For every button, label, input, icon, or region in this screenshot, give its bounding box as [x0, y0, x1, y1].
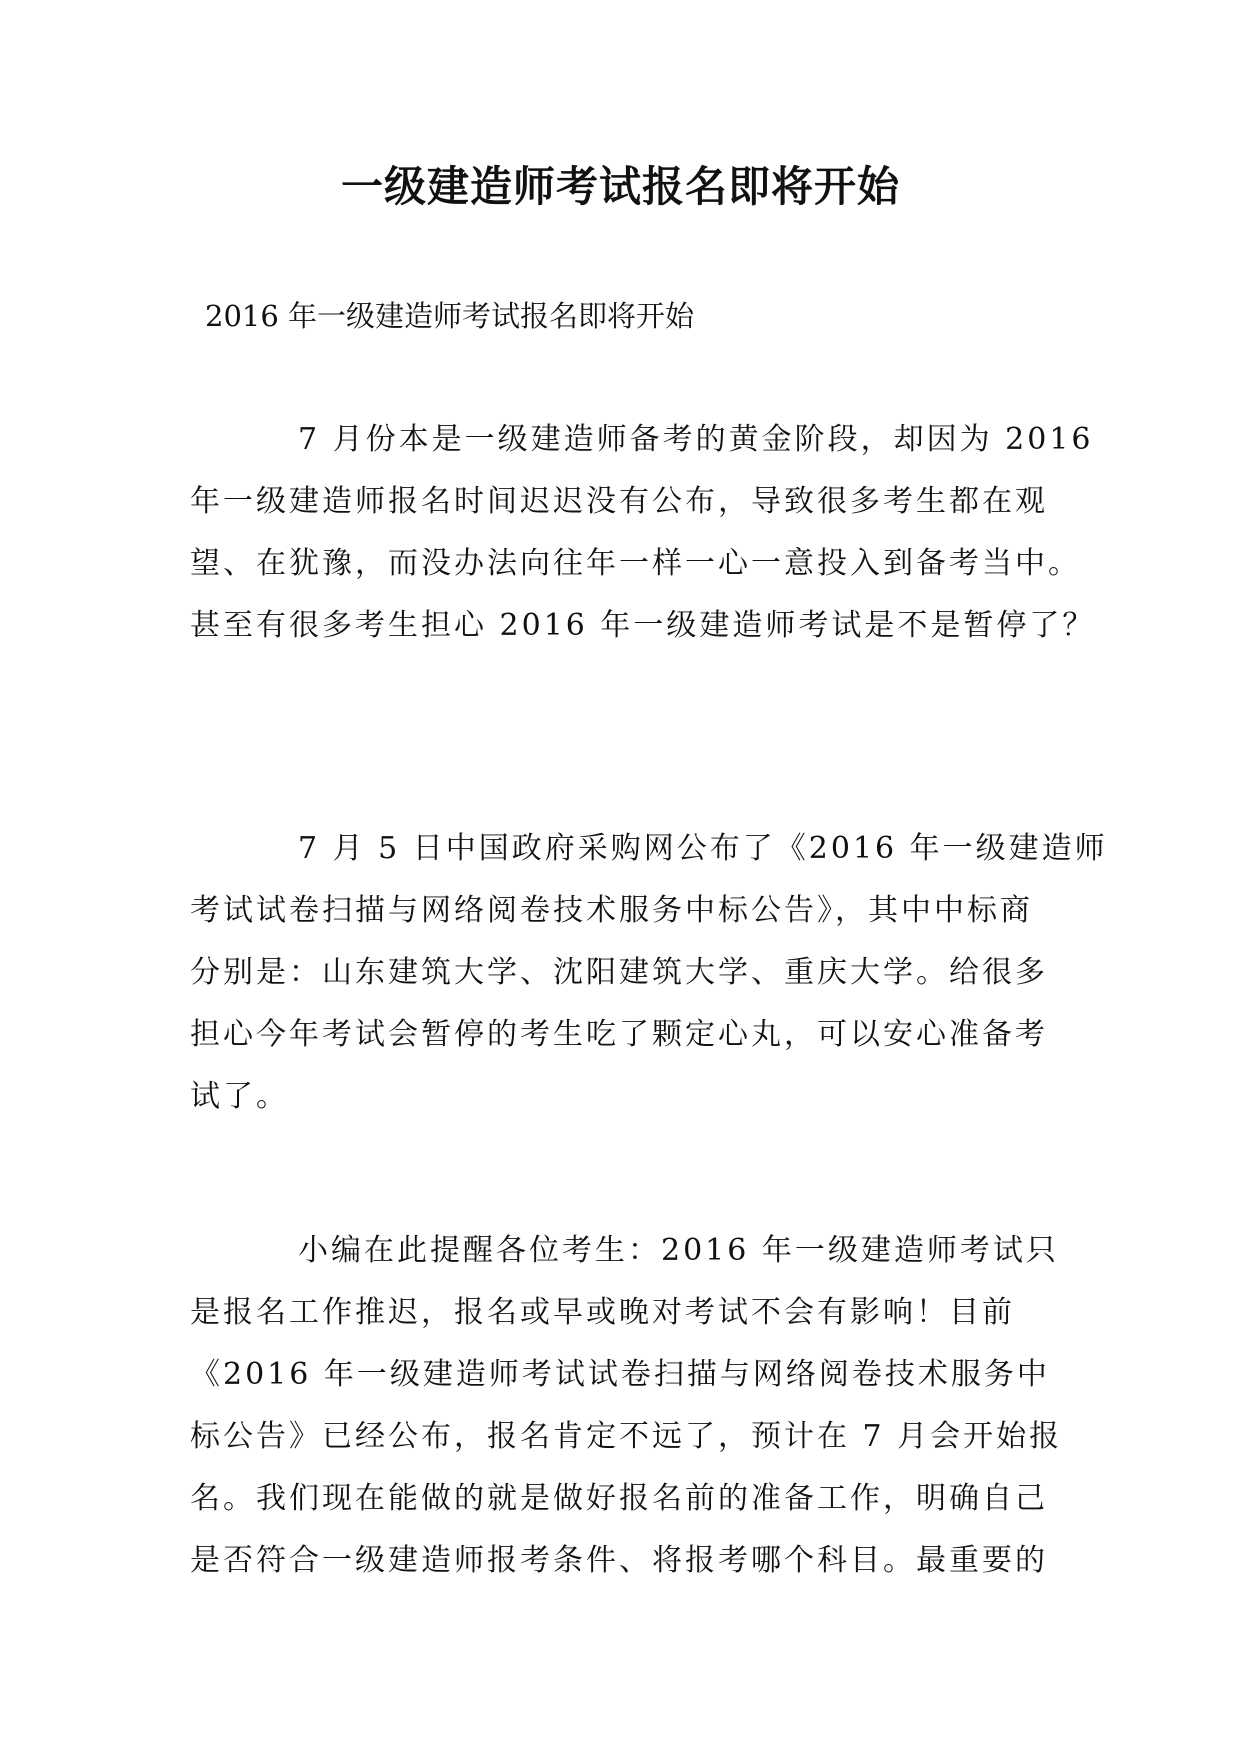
document-title: 一级建造师考试报名即将开始: [340, 162, 900, 211]
paragraph-line: 试了。: [190, 1079, 289, 1114]
paragraph-registration-delay: [190, 409, 1096, 657]
paragraph-line: 望、在犹豫，而没办法向往年一样一心一意投入到备考当中。: [190, 546, 1081, 581]
paragraph-line: 《2016 年一级建造师考试试卷扫描与网络阅卷技术服务中: [190, 1357, 1050, 1392]
paragraph-line: 是报名工作推迟，报名或早或晚对考试不会有影响！目前: [190, 1295, 1015, 1330]
paragraph-line: 担心今年考试会暂停的考生吃了颗定心丸，可以安心准备考: [190, 1017, 1048, 1052]
paragraph-line: 7 月份本是一级建造师备考的黄金阶段，却因为 2016: [298, 422, 1094, 457]
paragraph-line: 7 月 5 日中国政府采购网公布了《2016 年一级建造师: [298, 831, 1108, 866]
paragraph-line: 考试试卷扫描与网络阅卷技术服务中标公告》，其中中标商: [190, 893, 1033, 928]
paragraph-line: 年一级建造师报名时间迟迟没有公布，导致很多考生都在观: [190, 484, 1048, 519]
paragraph-line: 分别是：山东建筑大学、沈阳建筑大学、重庆大学。给很多: [190, 955, 1048, 990]
document-subtitle: 2016 年一级建造师考试报名即将开始: [205, 299, 695, 333]
paragraph-editor-reminder: [190, 1220, 1063, 1592]
paragraph-line: 名。我们现在能做的就是做好报名前的准备工作，明确自己: [190, 1481, 1048, 1516]
paragraph-line: 标公告》已经公布，报名肯定不远了，预计在 7 月会开始报: [190, 1419, 1063, 1454]
paragraph-line: 甚至有很多考生担心 2016 年一级建造师考试是不是暂停了？: [190, 608, 1096, 643]
paragraph-bid-announcement: [190, 818, 1108, 1128]
paragraph-line: 小编在此提醒各位考生：2016 年一级建造师考试只: [298, 1233, 1059, 1268]
paragraph-line: 是否符合一级建造师报考条件、将报考哪个科目。最重要的: [190, 1543, 1048, 1578]
